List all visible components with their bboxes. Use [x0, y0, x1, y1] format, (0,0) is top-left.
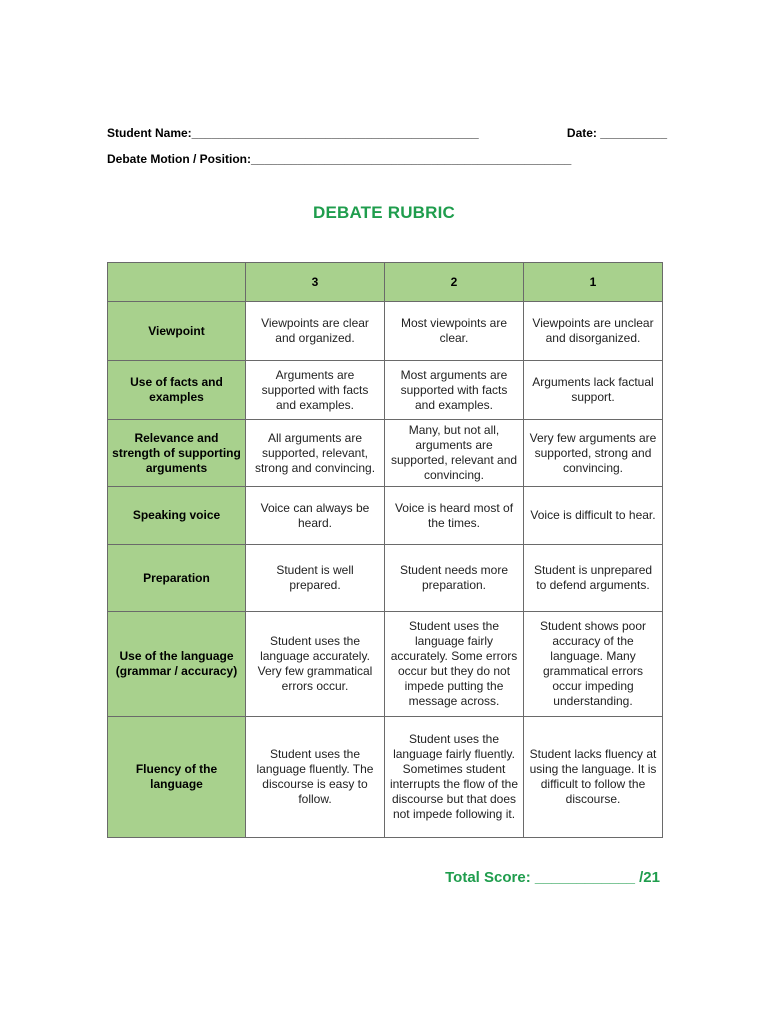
table-header-row — [108, 263, 663, 302]
table-row — [108, 361, 663, 420]
rubric-cell: Voice is heard most of the times. — [385, 487, 524, 545]
criterion-cell: Speaking voice — [108, 487, 246, 545]
criterion-cell: Viewpoint — [108, 302, 246, 361]
table-row — [108, 717, 663, 838]
rubric-cell: Student is unprepared to defend arguments. — [524, 545, 663, 612]
rubric-cell: Very few arguments are supported, strong and convincing. — [524, 420, 663, 487]
score-header: 3 — [246, 263, 385, 302]
rubric-cell: Arguments lack factual support. — [524, 361, 663, 420]
rubric-cell: Student uses the language fairly fluently. Sometimes student interrupts the flow of the discourse but that does not impede following it. — [385, 717, 524, 838]
rubric-cell: Student needs more preparation. — [385, 545, 524, 612]
rubric-cell: Student uses the language accurately. Very few grammatical errors occur. — [246, 612, 385, 717]
rubric-cell: Most arguments are supported with facts and examples. — [385, 361, 524, 420]
date-field[interactable]: Date: __________ — [566, 126, 667, 140]
table-row — [108, 302, 663, 361]
rubric-cell: Voice can always be heard. — [246, 487, 385, 545]
criterion-cell: Fluency of the language — [108, 717, 246, 838]
table-row — [108, 612, 663, 717]
rubric-cell: Student uses the language fairly accurately. Some errors occur but they do not impede putting the message across. — [385, 612, 524, 717]
rubric-cell: Student uses the language fluently. The discourse is easy to follow. — [246, 717, 385, 838]
rubric-cell: Most viewpoints are clear. — [385, 302, 524, 361]
criterion-cell: Preparation — [108, 545, 246, 612]
rubric-cell: Many, but not all, arguments are supported, relevant and convincing. — [385, 420, 524, 487]
debate-motion-field[interactable]: Debate Motion / Position:________________________________________________ — [107, 152, 572, 166]
rubric-cell: All arguments are supported, relevant, strong and convincing. — [246, 420, 385, 487]
total-score[interactable]: Total Score: ____________ /21 — [445, 869, 660, 886]
rubric-cell: Voice is difficult to hear. — [524, 487, 663, 545]
corner-cell — [108, 263, 246, 302]
student-info-line — [107, 126, 667, 140]
rubric-cell: Student is well prepared. — [246, 545, 385, 612]
score-header: 2 — [385, 263, 524, 302]
criterion-cell: Use of the language (grammar / accuracy) — [108, 612, 246, 717]
rubric-cell: Viewpoints are unclear and disorganized. — [524, 302, 663, 361]
table-row — [108, 420, 663, 487]
rubric-cell: Viewpoints are clear and organized. — [246, 302, 385, 361]
criterion-cell: Relevance and strength of supporting arguments — [108, 420, 246, 487]
page-title: DEBATE RUBRIC — [312, 203, 456, 222]
table-row — [108, 545, 663, 612]
rubric-cell: Student lacks fluency at using the language. It is difficult to follow the discourse. — [524, 717, 663, 838]
table-row — [108, 487, 663, 545]
student-name-field[interactable]: Student Name:___________________________________________ — [107, 126, 479, 140]
score-header: 1 — [524, 263, 663, 302]
rubric-cell: Arguments are supported with facts and examples. — [246, 361, 385, 420]
rubric-table — [107, 262, 663, 838]
rubric-cell: Student shows poor accuracy of the language. Many grammatical errors occur impeding understanding. — [524, 612, 663, 717]
criterion-cell: Use of facts and examples — [108, 361, 246, 420]
